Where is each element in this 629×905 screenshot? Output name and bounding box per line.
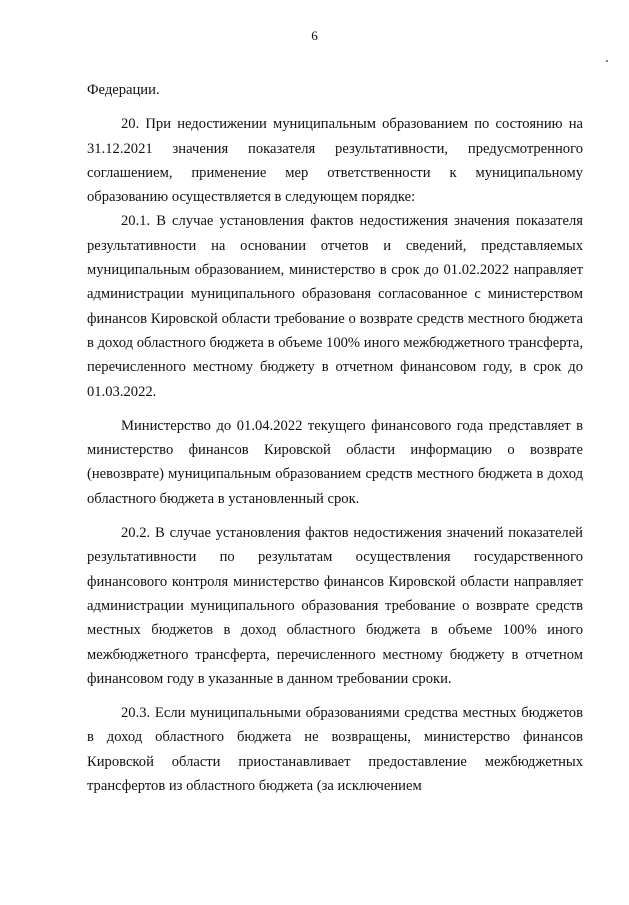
paragraph-20-3: 20.3. Если муниципальными образованиями средства местных бюджетов в доход областного бюджета не возвращены, министерство финансов Кировской области приостанавливает предоставление межбюджетных трансфертов из областного бюджета (за исключением — [87, 705, 583, 795]
document-body — [87, 78, 583, 798]
paragraph-20: 20. При недостижении муниципальным образованием по состоянию на 31.12.2021 значения показателя результативности, предусмотренного соглашением, применение мер ответственности к муниципальному образованию осуществляется в следующем порядке: — [87, 116, 583, 206]
paragraph-gap — [87, 511, 583, 521]
paragraph-ministry-report: Министерство до 01.04.2022 текущего финансового года представляет в министерство финансов Кировской области информацию о возврате (невозврате) муниципальным образованием средств местного бюджета в доход областного бюджета в установленный срок. — [87, 417, 583, 507]
paragraph-20-1: 20.1. В случае установления фактов недостижения значения показателя результативности на основании отчетов и сведений, представляемых муниципальным образованием, министерство в срок до 01.02.2022 направляет администрации муниципального образованя согласованное с министерством финансов Кировской области требование о возврате средств местного бюджета в доход областного бюджета в объеме 100% иного межбюджетного трансферта, перечисленного местному бюджету в отчетном финансовом году, в срок до 01.03.2022. — [87, 213, 583, 400]
paragraph-gap — [87, 404, 583, 414]
paragraph-continuation: Федерации. — [87, 82, 160, 98]
paragraph-gap — [87, 691, 583, 701]
paragraph-gap — [87, 102, 583, 112]
scan-speck — [606, 60, 608, 62]
paragraph-20-2: 20.2. В случае установления фактов недостижения значений показателей результативности по результатам осуществления государственного финансового контроля министерство финансов Кировской области направляет администрации муниципального образования требование о возврате средств местных бюджетов в доход областного бюджета в объеме 100% иного межбюджетного трансферта, перечисленного местному бюджету в отчетном финансовом году в указанные в данном требовании сроки. — [87, 525, 583, 687]
page-number: 6 — [311, 28, 318, 43]
